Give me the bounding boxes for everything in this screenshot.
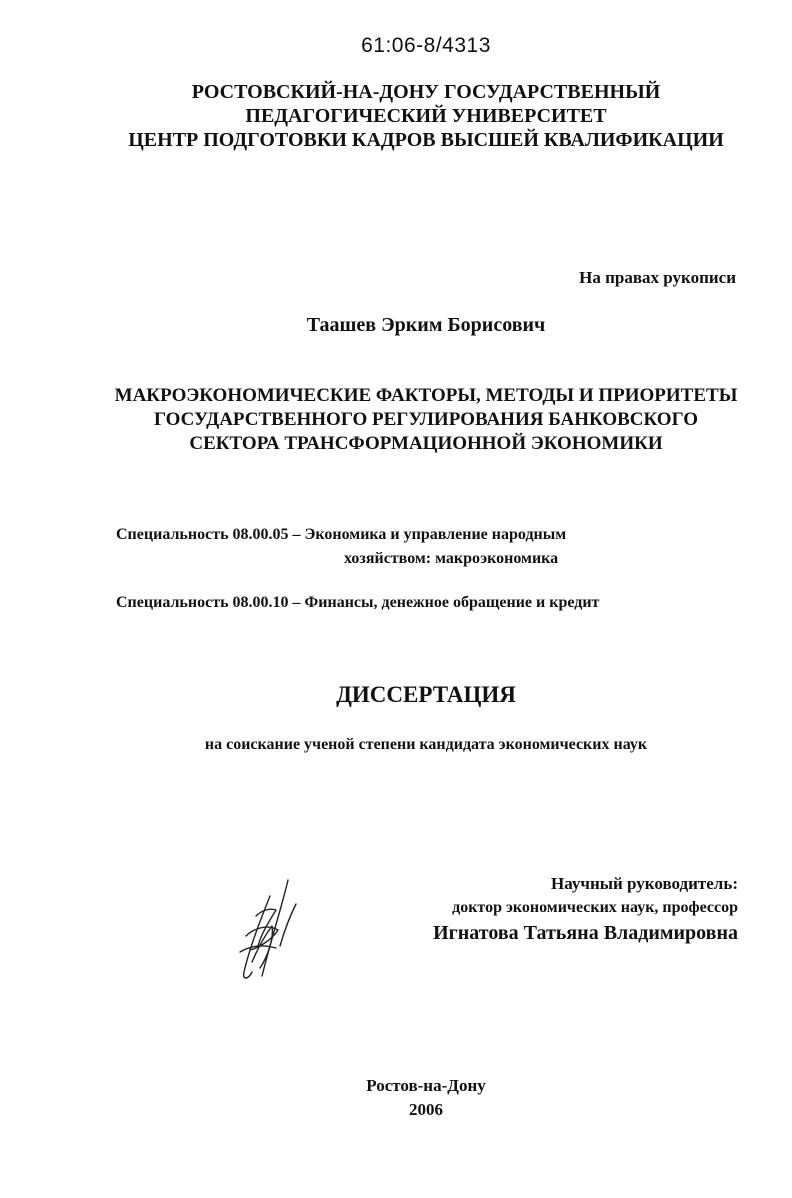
author-name: Таашев Эрким Борисович xyxy=(306,314,546,336)
handwritten-signature-icon xyxy=(232,876,304,986)
specialty-1-line-2: хозяйством: макроэкономика xyxy=(344,550,559,567)
title-line-1: МАКРОЭКОНОМИЧЕСКИЕ ФАКТОРЫ, МЕТОДЫ И ПРИОРИТЕТЫ xyxy=(114,385,738,406)
institution-line-1: РОСТОВСКИЙ-НА-ДОНУ ГОСУДАРСТВЕННЫЙ xyxy=(191,81,661,103)
supervisor-label: Научный руководитель: xyxy=(551,874,738,893)
title-line-3: СЕКТОРА ТРАНСФОРМАЦИОННОЙ ЭКОНОМИКИ xyxy=(189,433,663,454)
supervisor-name: Игнатова Татьяна Владимировна xyxy=(433,922,738,944)
archive-code: 61:06-8/4313 xyxy=(361,34,491,57)
supervisor-block xyxy=(433,872,738,946)
specialty-1-line-1: Специальность 08.00.05 – Экономика и управление народным xyxy=(116,526,567,543)
supervisor-degree: доктор экономических наук, профессор xyxy=(452,899,738,916)
institution-line-2: ПЕДАГОГИЧЕСКИЙ УНИВЕРСИТЕТ xyxy=(245,105,607,127)
specialty-2: Специальность 08.00.10 – Финансы, денежное обращение и кредит xyxy=(116,594,600,611)
manuscript-note: На правах рукописи xyxy=(579,268,736,287)
title-line-2: ГОСУДАРСТВЕННОГО РЕГУЛИРОВАНИЯ БАНКОВСКОГО xyxy=(154,409,698,430)
degree-statement: на соискание ученой степени кандидата экономических наук xyxy=(204,736,648,753)
footer-city: Ростов-на-Дону xyxy=(366,1076,486,1095)
footer-year: 2006 xyxy=(409,1100,443,1119)
dissertation-title xyxy=(0,384,792,456)
institution-line-3: ЦЕНТР ПОДГОТОВКИ КАДРОВ ВЫСШЕЙ КВАЛИФИКАЦИИ xyxy=(128,129,724,151)
footer xyxy=(0,1074,792,1122)
document-type: ДИССЕРТАЦИЯ xyxy=(336,682,516,707)
institution-header xyxy=(0,80,792,152)
